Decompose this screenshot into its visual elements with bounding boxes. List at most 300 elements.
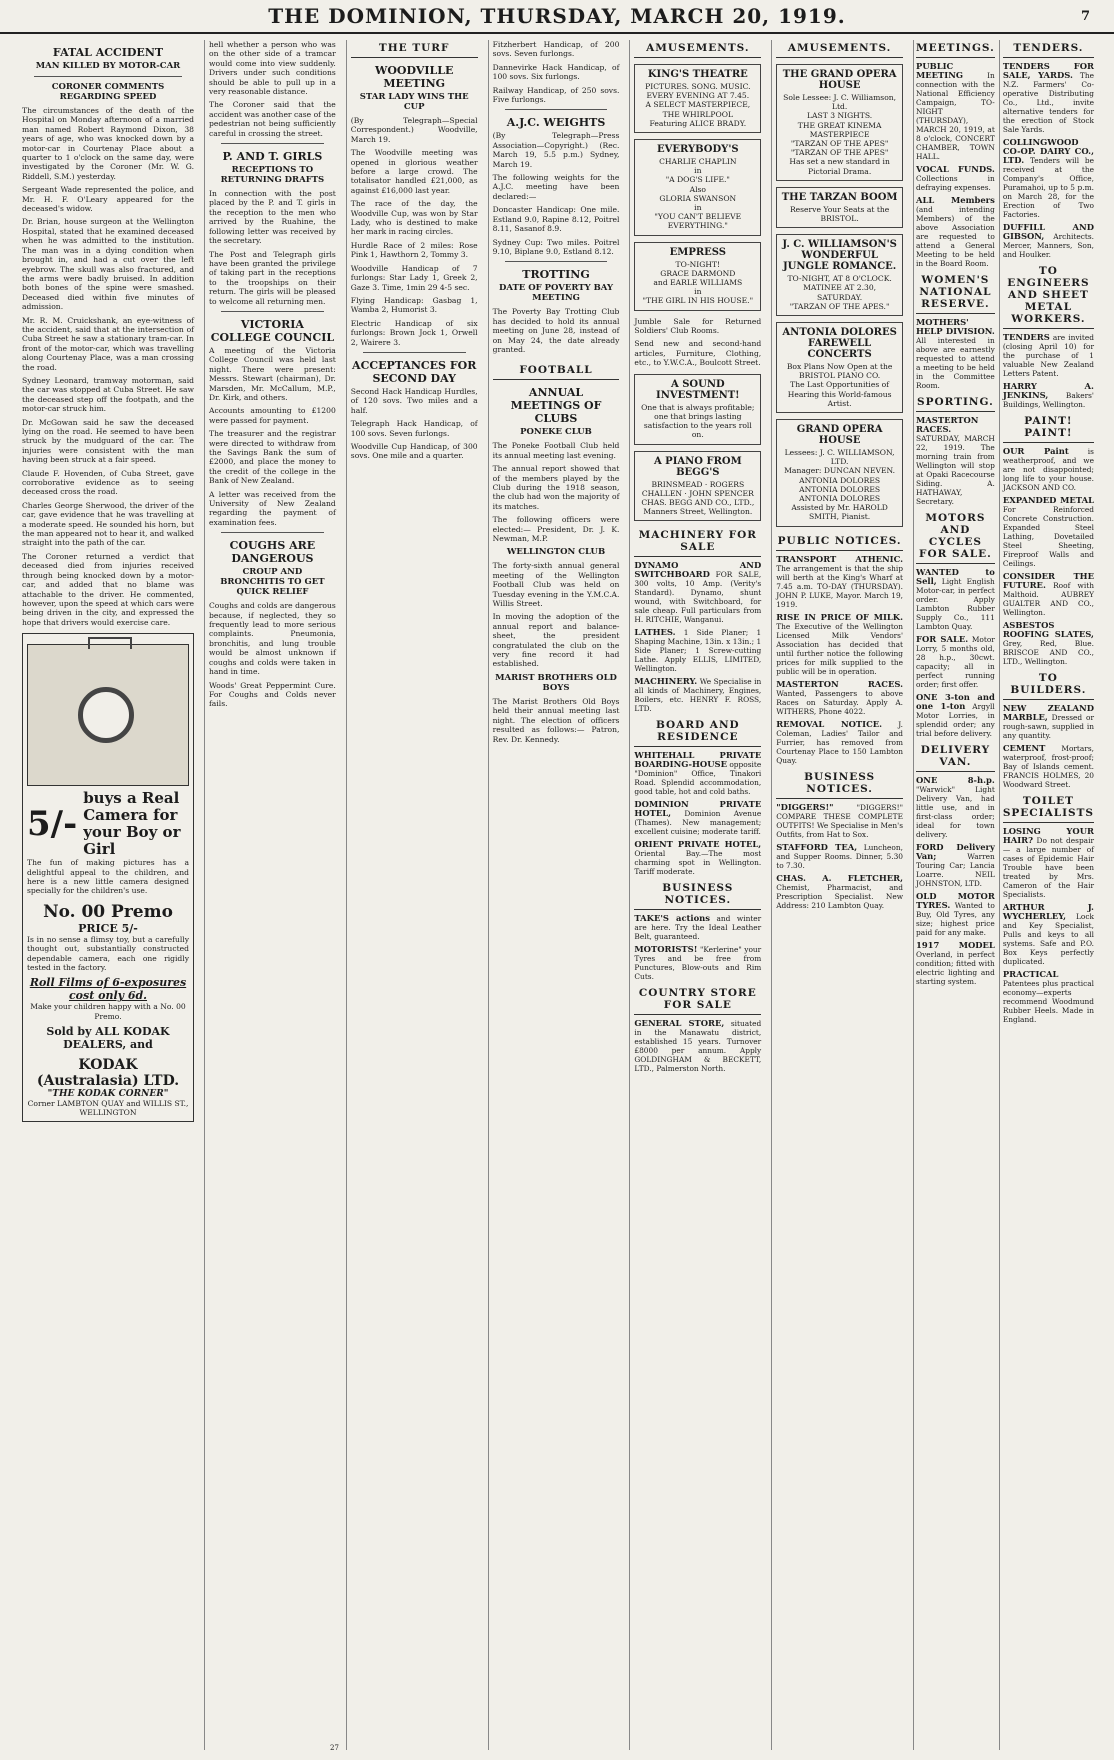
divider: [221, 532, 324, 533]
article-paragraph: The following officers were elected:— President, Dr. J. K. Newman, M.P.: [492, 515, 620, 543]
ad-title: A SOUND INVESTMENT!: [656, 378, 740, 401]
classified-text: Do not despair — a large number of cases of Epidemic Hair Trouble have been treated by Mrs. Cameron of the Hair Specialists.: [1002, 836, 1094, 899]
classified-list: [776, 555, 903, 765]
classified-notice: [916, 941, 995, 986]
classified-lead: RISE IN PRICE OF MILK.: [776, 611, 904, 622]
classified-list: [634, 914, 761, 981]
article-paragraph: (By Telegraph—Special Correspondent.) Woodville, March 19.: [350, 116, 478, 144]
display-ad: [634, 139, 761, 236]
classified-text: opposite "Dominion" Office, Tinakori Road. Splendid accommodation, good table, hot and cold baths.: [634, 760, 762, 797]
classified-text: Architects. Mercer, Manners, Son, and Houlker.: [1002, 232, 1094, 259]
classified-lead: EXPANDED METAL: [1002, 495, 1094, 505]
ad-model: No. 00 Premo: [43, 901, 173, 922]
classified-lead: ONE 8-h.p.: [916, 775, 995, 785]
article-headline: VICTORIA COLLEGE COUNCIL: [210, 317, 335, 344]
article-subhead: CROUP AND BRONCHITIS TO GET QUICK RELIEF: [220, 567, 325, 598]
article-paragraph: hell whether a person who was on the other side of a tramcar would come into view suddenly. Drivers under such conditions should be able to pull up in a very reasonable distance.: [209, 40, 336, 97]
classified-notice: [776, 680, 903, 716]
ad-call-to-action: Make your children happy with a No. 00 Premo.: [30, 1002, 186, 1021]
article-paragraph: The Marist Brothers Old Boys held their annual meeting last night. The election of officers resulted as follows:— Patron, Rev. Dr. Kennedy.: [492, 696, 620, 744]
classified-text: Overland, in perfect condition; fitted with electric lighting and starting system.: [916, 950, 995, 986]
article-paragraph: Sergeant Wade represented the police, and Mr. H. F. O'Leary appeared for the deceased's widow.: [22, 185, 194, 214]
classified-lead: ASBESTOS ROOFING SLATES,: [1002, 620, 1094, 639]
ad-line: in: [694, 166, 702, 176]
ad-line: "TARZAN OF THE APES": [790, 139, 889, 149]
classified-notice: [634, 751, 761, 796]
classified-notice: [1003, 970, 1094, 1024]
classified-notice: [1003, 621, 1094, 666]
classified-list: [634, 1019, 761, 1073]
classified-lead: STAFFORD TEA,: [776, 841, 858, 852]
section-heading: PUBLIC NOTICES.: [776, 533, 903, 551]
classified-lead: MASTERTON RACES.: [916, 415, 979, 434]
classified-notice: [634, 840, 761, 876]
classified-notice: [916, 892, 995, 937]
classified-text: (and intending Members) of the above Association are requested to attend a General Meeting to be held in the Board Room.: [916, 205, 995, 268]
classified-lead: OLD MOTOR TYRES.: [916, 891, 995, 910]
classified-lead: PRACTICAL: [1002, 969, 1059, 979]
ad-line: THE WHIRLPOOL: [662, 109, 734, 119]
article-subhead: PONEKE CLUB: [520, 427, 592, 438]
ad-line: Manners Street, Wellington.: [643, 507, 753, 517]
classified-text: Light English Motor-car, in perfect order. Apply Lambton Rubber Supply Co., 111 Lambton Quay.: [916, 577, 995, 631]
article-paragraph: The Post and Telegraph girls have been granted the privilege of taking part in the receptions to the troopships on their return. The girls will be pleased to welcome all returning men.: [209, 249, 336, 306]
column-4: [488, 40, 624, 1750]
classified-notice: [1003, 138, 1094, 219]
section-heading: MOTORS AND CYCLES FOR SALE.: [916, 510, 995, 564]
ad-block: [634, 374, 761, 522]
display-ad: [634, 374, 761, 445]
article-paragraph: Claude F. Hovenden, of Cuba Street, gave corroborative evidence as to seeing deceased cross the road.: [22, 468, 194, 497]
article-body: [493, 561, 620, 668]
ad-company: KODAK (Australasia) LTD.: [36, 1057, 180, 1090]
article-paragraph: Fitzherbert Handicap, of 200 sovs. Seven furlongs.: [492, 40, 620, 59]
classified-lead: CEMENT: [1002, 743, 1046, 753]
section-heading: DELIVERY VAN.: [916, 742, 995, 772]
classified-text: Warren Touring Car; Lancia Loarre. NEIL JOHNSTON, LTD.: [916, 852, 995, 888]
ad-corner: "THE KODAK CORNER": [47, 1089, 169, 1100]
article-paragraph: Accounts amounting to £1200 were passed for payment.: [209, 406, 336, 425]
ad-address: Corner LAMBTON QUAY and WILLIS ST., WELLINGTON: [27, 1099, 189, 1118]
classified-text: situated in the Manawatu district, established 15 years. Turnover £8000 per annum. Apply GOLDINGHAM & BECKETT, LTD., Palmerston North.: [634, 1019, 762, 1074]
classified-text: Bakers' Buildings, Wellington.: [1002, 391, 1094, 409]
article-headline: ANNUAL MEETINGS OF CLUBS: [510, 386, 602, 426]
ad-line: Featuring ALICE BRADY.: [649, 118, 747, 128]
article-body: [493, 40, 620, 104]
classified-notice: [916, 568, 995, 631]
article-paragraph: Charles George Sherwood, the driver of the car, gave evidence that he was travelling at a moderate speed. He sounded his horn, but the man appeared not to hear it, and walked straight into the path of the car.: [22, 500, 194, 548]
classified-text: is weatherproof, and we are not disappointed; long life to your house. JACKSON AND CO.: [1002, 447, 1094, 492]
classified-lead: COLLINGWOOD CO-OP. DAIRY CO., LTD.: [1002, 137, 1094, 165]
classified-notice: [1003, 903, 1094, 966]
classified-lead: FOR SALE.: [916, 634, 969, 644]
classified-notice: [634, 800, 761, 836]
classified-notice: [1003, 572, 1094, 617]
section-heading: COUNTRY STORE FOR SALE: [634, 985, 761, 1015]
classified-list: [634, 561, 761, 713]
classified-text: Lock and Key Specialist, Pulls and keys to all systems. Safe and P.O. Box Keys perfectly duplicated.: [1002, 912, 1094, 966]
classified-text: "Kerlerine" your Tyres and be free from Punctures, Blow-outs and Rim Cuts.: [634, 945, 762, 982]
classified-lead: WHITEHALL PRIVATE BOARDING-HOUSE: [634, 750, 762, 770]
classified-lead: DYNAMO AND SWITCHBOARD: [634, 560, 762, 580]
article-paragraph: A meeting of the Victoria College Council was held last night. There were present: Messrs. Stewart (chairman), Dr. Marsden, Mr. McCallum, M.P., Dr. Kirk, and others.: [209, 345, 336, 402]
classified-text: Luncheon, and Supper Rooms. Dinner, 5.30 to 7.30.: [776, 842, 904, 870]
article-paragraph: Coughs and colds are dangerous because, if neglected, they so frequently lead to more serious complaints. Pneumonia, bronchitis, and lung trouble would be almost unknown if coughs and colds were taken in hand in time.: [209, 601, 336, 677]
ad-sold-by: Sold by ALL KODAK DEALERS, and: [46, 1025, 170, 1052]
classified-notice: [634, 677, 761, 713]
classified-list: [916, 776, 995, 986]
ad-line: Manager: DUNCAN NEVEN.: [784, 466, 896, 476]
article-paragraph: Woods' Great Peppermint Cure. For Coughs and Colds never fails.: [209, 680, 336, 709]
ad-line: Has set a new standard in Pictorial Drama.: [789, 157, 890, 176]
article-body: [351, 116, 478, 347]
column-2: [204, 40, 340, 1750]
article-paragraph: The treasurer and the registrar were directed to withdraw from the Savings Bank the sum of £2000, and place the money to the credit of the college in the Bank of New Zealand.: [209, 429, 336, 486]
article-body: [634, 317, 761, 368]
article-headline: A.J.C. WEIGHTS: [506, 116, 606, 130]
camera-handle: [88, 637, 132, 649]
ad-films: Roll Films of 6-exposures cost only 6d.: [29, 976, 187, 1003]
divider: [505, 109, 608, 110]
ad-line: Sole Lessee: J. C. Williamson, Ltd.: [783, 93, 897, 112]
display-ad: [634, 64, 761, 133]
classified-notice: [1003, 62, 1094, 134]
camera-illustration: [27, 644, 189, 786]
classified-text: Tenders will be received at the Company's Office, Puramahoi, up to 5 p.m. on March 28, for the Erection of Two Factories.: [1002, 156, 1094, 219]
ad-line: Lessees: J. C. WILLIAMSON, LTD.: [784, 448, 895, 467]
kodak-advertisement: [22, 633, 194, 1122]
article-paragraph: The race of the day, the Woodville Cup, was won by Star Lady, who is destined to make her mark in racing circles.: [350, 199, 478, 237]
divider: [221, 143, 324, 144]
classified-lead: ORIENT PRIVATE HOTEL,: [634, 839, 762, 850]
classified-text: The N.Z. Farmers' Co-operative Distributing Co., Ltd., invite alternative tenders for the erection of Stock Sale Yards.: [1002, 71, 1094, 134]
article-subhead: MARIST BROTHERS OLD BOYS: [495, 672, 617, 693]
classified-lead: GENERAL STORE,: [634, 1018, 725, 1029]
classified-list: [1003, 333, 1094, 409]
article-headline: COUGHS ARE DANGEROUS: [229, 539, 316, 566]
classified-text: Motor Lorry, 5 months old, 28 h.p., 30cwt. capacity; all in perfect running order; first offer.: [916, 635, 995, 689]
column-3: [346, 40, 482, 1750]
article-paragraph: The Coroner returned a verdict that deceased died from injuries received through being knocked down by a motor-car, and added that no blame was attachable to the driver. He commented, however, upon the speed at which cars were being driven in the city, and expressed the hope that drivers would exercise care.: [22, 551, 194, 627]
classified-text: and winter are here. Try the Ideal Leather Belt, guaranteed.: [634, 914, 762, 942]
classified-lead: VOCAL FUNDS.: [916, 164, 995, 174]
classified-notice: [916, 693, 995, 738]
ad-line: ANTONIA DOLORES: [799, 494, 881, 504]
classified-notice: [634, 945, 761, 981]
article-body: [22, 106, 194, 627]
section-heading: MACHINERY FOR SALE: [634, 527, 761, 557]
article-body: [493, 307, 620, 354]
article-paragraph: Sydney Leonard, tramway motorman, said the car was stopped at Cuba Street. He saw the deceased step off the footpath, and the motor-car struck him.: [22, 375, 194, 414]
article-paragraph: Dannevirke Hack Handicap, of 100 sovs. Six furlongs.: [492, 62, 620, 82]
classified-text: All interested in above are earnestly requested to attend a meeting to be held in the Committee Room.: [916, 336, 995, 390]
classified-lead: HARRY A. JENKINS,: [1002, 381, 1094, 400]
section-heading: AMUSEMENTS.: [634, 40, 761, 58]
classified-lead: 1917 MODEL: [916, 940, 995, 950]
article-paragraph: A letter was received from the University of New Zealand regarding the payment of examination fees.: [209, 489, 336, 527]
classified-notice: [634, 1019, 761, 1073]
ad-title: EMPRESS: [669, 246, 726, 258]
ad-line: "TARZAN OF THE APES.": [789, 301, 890, 311]
article-headline: WOODVILLE MEETING: [375, 64, 454, 90]
ad-line: BRINSMEAD · ROGERS: [651, 479, 745, 489]
classified-notice: [1003, 333, 1094, 378]
ad-line: GRACE DARMOND: [660, 268, 736, 278]
ad-line: One that is always profitable; one that brings lasting satisfaction to the years roll on.: [641, 402, 755, 440]
classified-lead: LOSING YOUR HAIR?: [1002, 826, 1094, 845]
article-paragraph: In moving the adoption of the annual report and balance-sheet, the president congratulated the club on the very fine record it had established.: [492, 612, 620, 669]
classified-text: Oriental Bay.—The most charming spot in Wellington. Tariff moderate.: [634, 849, 762, 877]
ad-title: J. C. WILLIAMSON'S WONDERFUL JUNGLE ROMANCE.: [782, 239, 897, 273]
ad-line: LAST 3 NIGHTS.: [807, 111, 873, 121]
ad-title: EVERYBODY'S: [657, 144, 739, 156]
classified-lead: CHAS. A. FLETCHER,: [776, 872, 904, 883]
article-paragraph: Send new and second-hand articles, Furniture, Clothing, etc., to Y.W.C.A., Boulcott Street.: [634, 339, 762, 368]
classified-text: "DIGGERS!" COMPARE THESE COMPLETE OUTFITS! We Specialise in Men's Outfits, from Hat to Sox.: [776, 802, 904, 839]
article-paragraph: Sydney Cup: Two miles. Poitrel 9.10, Biplane 9.0, Estland 8.12.: [492, 237, 620, 256]
classified-list: [1003, 827, 1094, 1024]
classified-lead: MOTORISTS!: [634, 944, 698, 955]
ad-line: in: [694, 287, 702, 297]
display-ad: [776, 64, 903, 181]
classified-text: "Warwick" Light Delivery Van, had little use, and in first-class order; ideal for town delivery.: [916, 785, 995, 839]
ad-intro: The fun of making pictures has a delightful appeal to the children, and here is a new little camera designed specially for the children's use.: [27, 858, 189, 896]
classified-list: [1003, 62, 1094, 259]
ad-line: PICTURES. SONG. MUSIC.: [645, 82, 751, 91]
classified-lead: FORD Delivery Van;: [916, 842, 995, 861]
section-heading: AMUSEMENTS.: [776, 40, 903, 58]
classified-lead: LATHES.: [634, 627, 676, 638]
ad-line: in: [694, 203, 702, 213]
ad-line: "TARZAN OF THE APES": [790, 148, 889, 158]
section-heading: TO ENGINEERS AND SHEET METAL WORKERS.: [1003, 263, 1094, 329]
classified-text: FOR SALE, 300 volts, 10 Amp. (Verity's Standard). Dynamo, shunt wound, with Switchboard, for sale cheap. Full particulars from H. RITCHIE, Wanganui.: [634, 570, 762, 625]
display-ad: [776, 187, 903, 228]
display-ad: [776, 322, 903, 413]
article-paragraph: Hurdle Race of 2 miles: Rose Pink 1, Hawthorn 2, Tommy 3.: [350, 240, 478, 260]
classified-text: Dominion Avenue (Thames). New management; excellent cuisine; moderate tariff.: [634, 809, 762, 837]
section-heading: THE TURF: [351, 40, 478, 58]
ad-line: TO-NIGHT, AT 8 O'CLOCK.: [787, 274, 892, 284]
section-heading: TENDERS.: [1003, 40, 1094, 58]
article-headline: TROTTING: [522, 268, 590, 282]
column-7-right: [999, 40, 1094, 1750]
section-heading: SPORTING.: [916, 394, 995, 412]
classified-lead: ARTHUR J. WYCHERLEY,: [1002, 902, 1094, 921]
classified-text: Wanted to Buy, Old Tyres, any size; highest price paid for any make.: [916, 901, 995, 937]
article-paragraph: The Coroner said that the accident was another case of the pedestrian not being sufficiently careful in crossing the street.: [209, 100, 336, 138]
section-heading: TOILET SPECIALISTS: [1003, 793, 1094, 823]
classified-notice: [776, 843, 903, 870]
ad-line: The Last Opportunities of Hearing this World-famous Artist.: [787, 380, 892, 408]
classified-notice: [1003, 704, 1094, 740]
article-paragraph: Dr. Brian, house surgeon at the Wellington Hospital, stated that he examined deceased when he was admitted to the institution. The man was in a dying condition when brought in, and had a cut over the left eyebrow. The skull was also fractured, and the arms were badly bruised. In addition both bones of the spine were smashed. Deceased died within five minutes of admission.: [22, 217, 194, 312]
article-headline: ACCEPTANCES FOR SECOND DAY: [352, 358, 477, 385]
classified-lead: TENDERS: [1002, 332, 1050, 342]
article-body: [209, 189, 336, 306]
classified-notice: [634, 628, 761, 673]
classified-lead: MACHINERY.: [634, 676, 698, 687]
display-ad: [776, 234, 903, 316]
classified-text: SATURDAY, MARCH 22, 1919. The morning train from Wellington will stop at Opaki Racecourse Siding. A. HATHAWAY, Secretary.: [916, 434, 995, 506]
article-paragraph: The circumstances of the death of the Hospital on Monday afternoon of a married man named Robert Raymond Dixon, 38 years of age, who was knocked down by a motor-car in Courtenay Place about a quarter to 1 o'clock on the same day, were investigated by the Coroner (Mr. W. G. Riddell, S.M.) yesterday.: [22, 106, 194, 181]
column-1: [18, 40, 198, 1750]
article-paragraph: In connection with the post placed by the P. and T. girls in the reception to the men who arrived by the Ruahine, the following letter was received by the secretary.: [209, 189, 336, 246]
section-heading: PAINT! PAINT!: [1003, 413, 1094, 443]
classified-lead: DOMINION PRIVATE HOTEL,: [634, 799, 762, 819]
display-ad: [634, 242, 761, 311]
article-body: [493, 131, 620, 256]
section-heading: BOARD AND RESIDENCE: [634, 717, 761, 747]
article-body: [209, 601, 336, 708]
classified-notice: [776, 613, 903, 676]
ad-line: CHARLIE CHAPLIN: [659, 157, 737, 167]
ad-tagline: buys a Real Camera for your Boy or Girl: [83, 789, 181, 859]
ad-line: ANTONIA DOLORES: [799, 484, 881, 494]
page-columns: [18, 40, 1096, 1750]
ad-model-price: PRICE 5/-: [78, 921, 138, 935]
article-paragraph: The Poneke Football Club held its annual meeting last evening.: [492, 441, 620, 460]
classified-text: Wanted, Passengers to above Races on Saturday. Apply A. WITHERS, Phone 4022.: [776, 688, 904, 716]
classified-lead: MASTERTON RACES.: [776, 678, 904, 689]
classified-list: [916, 416, 995, 506]
article-paragraph: Woodville Cup Handicap, of 300 sovs. One mile and a quarter.: [350, 441, 478, 461]
article-paragraph: The following weights for the A.J.C. meeting have been declared:—: [492, 173, 620, 201]
classified-list: [916, 568, 995, 738]
classified-list: [776, 803, 903, 910]
classified-lead: ALL Members: [916, 195, 995, 205]
ad-line: CHALLEN · JOHN SPENCER: [641, 488, 754, 498]
section-heading: MEETINGS.: [916, 40, 995, 58]
classified-text: Collections in defraying expenses.: [916, 174, 995, 192]
classified-text: are invited (closing April 10) for the purchase of 1 valuable New Zealand Letters Patent.: [1002, 333, 1094, 378]
classified-list: [634, 751, 761, 876]
classified-lead: NEW ZEALAND MARBLE,: [1002, 703, 1094, 722]
classified-text: The arrangement is that the ship will berth at the King's Wharf at 7.45 a.m. TO-DAY (THURSDAY). JOHN P. LUKE, Mayor. March 19, 1919.: [776, 563, 904, 609]
classified-text: 1 Side Planer; 1 Shaping Machine, 13in. x 13in.; 1 Side Planer; 1 Screw-cutting Lathe. Apply ELLIS, LIMITED, Wellington.: [634, 628, 762, 674]
classified-notice: [916, 165, 995, 192]
classified-notice: [776, 803, 903, 839]
article-body: [493, 697, 620, 744]
article-paragraph: Telegraph Hack Handicap, of 100 sovs. Seven furlongs.: [350, 419, 478, 438]
article-paragraph: The forty-sixth annual general meeting of the Wellington Football Club was held on Tuesday evening in the Y.M.C.A. Willis Street.: [492, 561, 620, 609]
ad-price: 5/-: [27, 804, 78, 845]
ad-line: CHAS. BEGG AND CO., LTD.,: [641, 497, 755, 507]
article-subhead: DATE OF POVERTY BAY MEETING: [498, 283, 614, 304]
page-number: 7: [1080, 8, 1090, 24]
article-paragraph: Mr. R. M. Cruickshank, an eye-witness of the accident, said that at the intersection of Cuba Street he saw a stationary tram-car. In front of the motor-car, which was travelling along Courtenay Place, was a man crossing the road.: [22, 315, 194, 372]
classified-text: Dressed or rough-sawn, supplied in any quantity.: [1002, 713, 1094, 740]
article-body: [209, 346, 336, 527]
article-paragraph: Flying Handicap: Gasbag 1, Wamba 2, Humorist 3.: [350, 295, 478, 315]
classified-notice: [1003, 382, 1094, 409]
classified-text: We Specialise in all kinds of Machinery, Engines, Boilers, etc. HENRY F. ROSS, LTD.: [634, 677, 762, 714]
section-heading: FOOTBALL: [493, 362, 620, 380]
section-heading: WOMEN'S NATIONAL RESERVE.: [916, 272, 995, 314]
classified-notice: [776, 874, 903, 910]
ad-block: [634, 64, 761, 311]
classified-notice: [1003, 447, 1094, 492]
classified-text: The Executive of the Wellington Licensed Milk Vendors' Association has decided that until further notice the following prices for milk supplied to the public will be in operation.: [776, 621, 904, 676]
column-7: [913, 40, 1096, 1750]
ad-line: "THE GIRL IN HIS HOUSE.": [642, 296, 754, 306]
ad-line: TO-NIGHT!: [675, 259, 721, 269]
classified-text: Grey, Red, Blue. BRISCOE AND CO., LTD., Wellington.: [1002, 639, 1094, 666]
classified-lead: OUR Paint: [1002, 446, 1069, 456]
column-7-left: [916, 40, 995, 1750]
article-paragraph: (By Telegraph—Press Association—Copyright.) (Rec. March 19, 5.5 p.m.) Sydney, March 19.: [492, 131, 620, 169]
ad-line: GLORIA SWANSON: [659, 193, 737, 203]
classified-notice: [1003, 223, 1094, 259]
divider: [363, 352, 466, 353]
article-body: [493, 441, 620, 543]
classified-lead: WANTED to Sell,: [916, 567, 995, 586]
article-paragraph: Railway Handicap, of 250 sovs. Five furlongs.: [492, 85, 620, 105]
article-paragraph: The Woodville meeting was opened in glorious weather before a large crowd. The totalisator handled £21,000, as against £16,000 last year.: [350, 148, 478, 195]
ad-line: "A DOG'S LIFE.": [665, 175, 730, 185]
classified-notice: [634, 561, 761, 624]
classified-text: J. Coleman, Ladies' Tailor and Furrier, has removed from Courtenay Place to 150 Lambton Quay.: [776, 719, 904, 765]
ad-title: KING'S THEATRE: [647, 69, 748, 80]
display-ad: [634, 451, 761, 522]
page-footer-ref: 27: [330, 1744, 339, 1752]
classified-notice: [776, 555, 903, 609]
divider: [505, 261, 608, 262]
article-headline: P. AND T. GIRLS: [222, 150, 323, 164]
ad-title: GRAND OPERA HOUSE: [796, 424, 883, 447]
classified-lead: TENDERS FOR SALE, YARDS.: [1002, 61, 1094, 80]
article-paragraph: Jumble Sale for Returned Soldiers' Club Rooms.: [634, 316, 762, 336]
article-subhead: STAR LADY WINS THE CUP: [359, 92, 469, 112]
classified-notice: [1003, 496, 1094, 568]
classified-lead: "DIGGERS!": [776, 801, 834, 812]
ad-title: THE GRAND OPERA HOUSE: [782, 69, 897, 91]
classified-lead: REMOVAL NOTICE.: [776, 718, 883, 729]
masthead: [0, 0, 1114, 34]
ad-line: and EARLE WILLIAMS: [653, 278, 743, 288]
section-heading: TO BUILDERS.: [1003, 670, 1094, 700]
display-ad: [776, 419, 903, 527]
article-paragraph: Woodville Handicap of 7 furlongs: Star Lady 1, Greek 2, Gaze 3. Time, 1min 29 4-5 sec.: [350, 263, 478, 292]
camera-lens-icon: [78, 687, 134, 743]
classified-lead: MOTHERS' HELP DIVISION.: [916, 317, 995, 336]
newspaper-nameplate: THE DOMINION, THURSDAY, MARCH 20, 1919.: [268, 4, 846, 28]
ad-description: Is in no sense a flimsy toy, but a carefully thought out, substantially constructed dependable camera, each one rigidly tested in the factory.: [27, 934, 189, 972]
classified-lead: ONE 3-ton and one 1-ton: [916, 692, 995, 711]
ad-line: ANTONIA DOLORES: [799, 475, 881, 485]
ad-line: MATINEE AT 2.30, SATURDAY.: [803, 283, 877, 302]
section-heading: BUSINESS NOTICES.: [634, 880, 761, 910]
ad-title: ANTONIA DOLORES FAREWELL CONCERTS: [782, 327, 897, 361]
ad-title: THE TARZAN BOOM: [781, 191, 898, 203]
classified-notice: [1003, 744, 1094, 789]
classified-list: [916, 62, 995, 268]
classified-lead: PUBLIC MEETING: [916, 61, 964, 80]
classified-notice: [916, 318, 995, 390]
classified-notice: [634, 914, 761, 941]
column-5: [629, 40, 765, 1750]
classified-text: Mortars, waterproof, frost-proof; Bay of Islands cement. FRANCIS HOLMES, 20 Woodward Street.: [1002, 744, 1094, 789]
article-headline: FATAL ACCIDENT: [52, 46, 164, 59]
ad-line: Also: [689, 184, 706, 194]
ad-title: A PIANO FROM BEGG'S: [653, 455, 742, 478]
article-subhead: WELLINGTON CLUB: [506, 547, 606, 558]
article-paragraph: The annual report showed that of the members played by the Club during the 1918 season, the club had won the majority of its matches.: [492, 464, 620, 511]
article-paragraph: Doncaster Handicap: One mile. Estland 9.0, Rapine 8.12, Poitrel 8.11, Sasanof 8.9.: [492, 205, 620, 234]
ad-line: Box Plans Now Open at the BRISTOL PIANO CO.: [786, 362, 893, 381]
classified-lead: TAKE'S actions: [634, 913, 710, 924]
ad-line: THE GREAT KINEMA MASTERPIECE: [797, 120, 882, 139]
